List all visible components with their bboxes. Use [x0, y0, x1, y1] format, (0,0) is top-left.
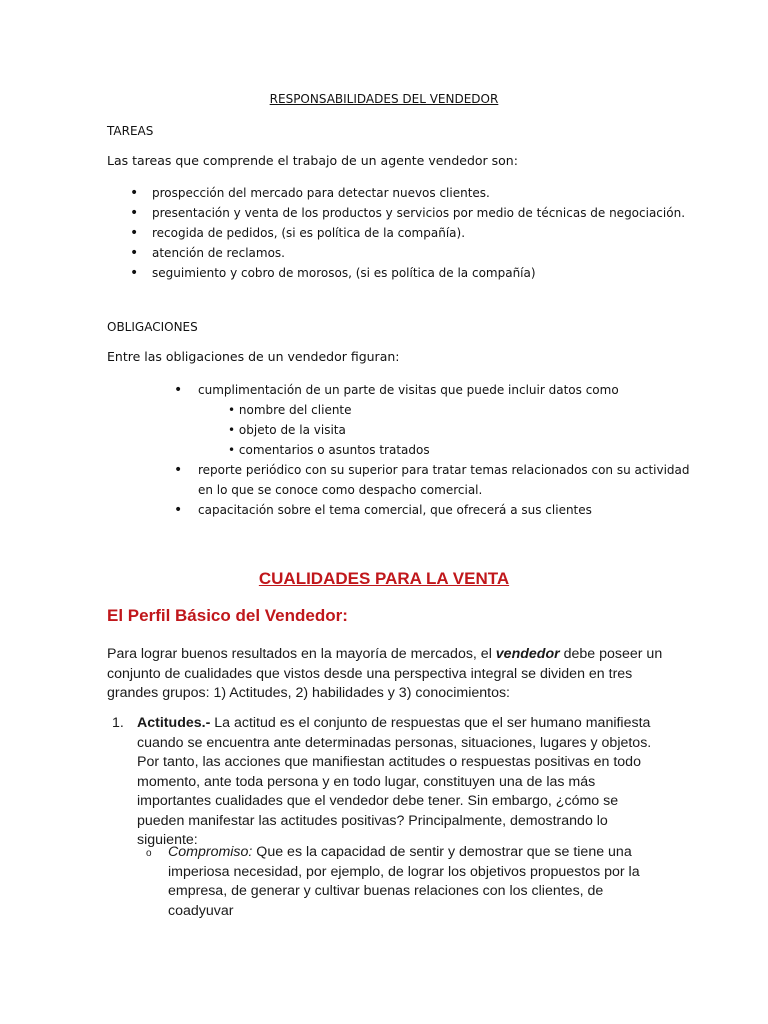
list-item: • reporte periódico con su superior para tratar temas relacionados con su actividad en lo que se conoce como despacho comercial. — [174, 460, 694, 500]
item-text: La actitud es el conjunto de respuestas que el ser humano manifiesta cuando se encuentra ante determinadas personas, situaciones, lugares y objetos. Por tanto, las acciones que manifiestan actitudes o respuestas positivas en todo momento, ante toda persona y en todo lugar, constituyen una de las más importantes cualidades que el vendedor debe tener. Sin embargo, ¿cómo se pueden manifestar las actitudes positivas? Principalmente, demostrando lo siguiente: — [137, 715, 652, 848]
circle-bullet-icon: o — [146, 848, 152, 859]
list-item: • atención de reclamos. — [130, 243, 685, 263]
sub-list-item: • objeto de la visita — [228, 420, 694, 440]
item-number: 1. — [112, 715, 124, 731]
tareas-list — [130, 183, 685, 283]
list-item — [174, 380, 694, 460]
sub-item-label: Compromiso: — [168, 844, 253, 860]
sub-list-item: • nombre del cliente — [228, 400, 694, 420]
obligaciones-label: OBLIGACIONES — [107, 320, 198, 334]
sub-item-text: Que es la capacidad de sentir y demostrar que se tiene una imperiosa necesidad, por ejemplo, de lograr los objetivos propuestos por la empresa, de generar y cultivar buenas relaciones con los clientes, de coadyuvar — [168, 844, 640, 919]
list-item-text: cumplimentación de un parte de visitas que puede incluir datos como — [198, 383, 619, 397]
profile-subheading: El Perfil Básico del Vendedor: — [107, 606, 348, 625]
qualities-heading: CUALIDADES PARA LA VENTA — [258, 569, 510, 588]
tareas-label: TAREAS — [107, 124, 154, 138]
paragraph-text: debe poseer un conjunto de cualidades que vistos desde una perspectiva integral se dividen en tres grandes grupos: 1) Actitudes, 2) habilidades y 3) conocimientos: — [107, 646, 663, 701]
list-item: • presentación y venta de los productos y servicios por medio de técnicas de negociación. — [130, 203, 685, 223]
tareas-intro: Las tareas que comprende el trabajo de un agente vendedor son: — [107, 153, 518, 168]
obligaciones-list — [174, 380, 694, 520]
sub-list-item: • comentarios o asuntos tratados — [228, 440, 694, 460]
profile-paragraph — [107, 645, 667, 704]
sub-list — [198, 400, 694, 460]
list-item: • capacitación sobre el tema comercial, que ofrecerá a sus clientes — [174, 500, 694, 520]
item-body — [137, 714, 657, 851]
emphasis-text: vendedor — [495, 646, 560, 662]
obligaciones-intro: Entre las obligaciones de un vendedor figuran: — [107, 349, 400, 364]
paragraph-text: Para lograr buenos resultados en la mayoría de mercados, el — [107, 646, 496, 662]
list-item: • prospección del mercado para detectar nuevos clientes. — [130, 183, 685, 203]
item-label: Actitudes.- — [137, 715, 211, 731]
sub-item-body — [168, 843, 646, 921]
section-title: RESPONSABILIDADES DEL VENDEDOR — [269, 92, 499, 106]
list-item: • recogida de pedidos, (si es política de la compañía). — [130, 223, 685, 243]
list-item: • seguimiento y cobro de morosos, (si es política de la compañía) — [130, 263, 685, 283]
